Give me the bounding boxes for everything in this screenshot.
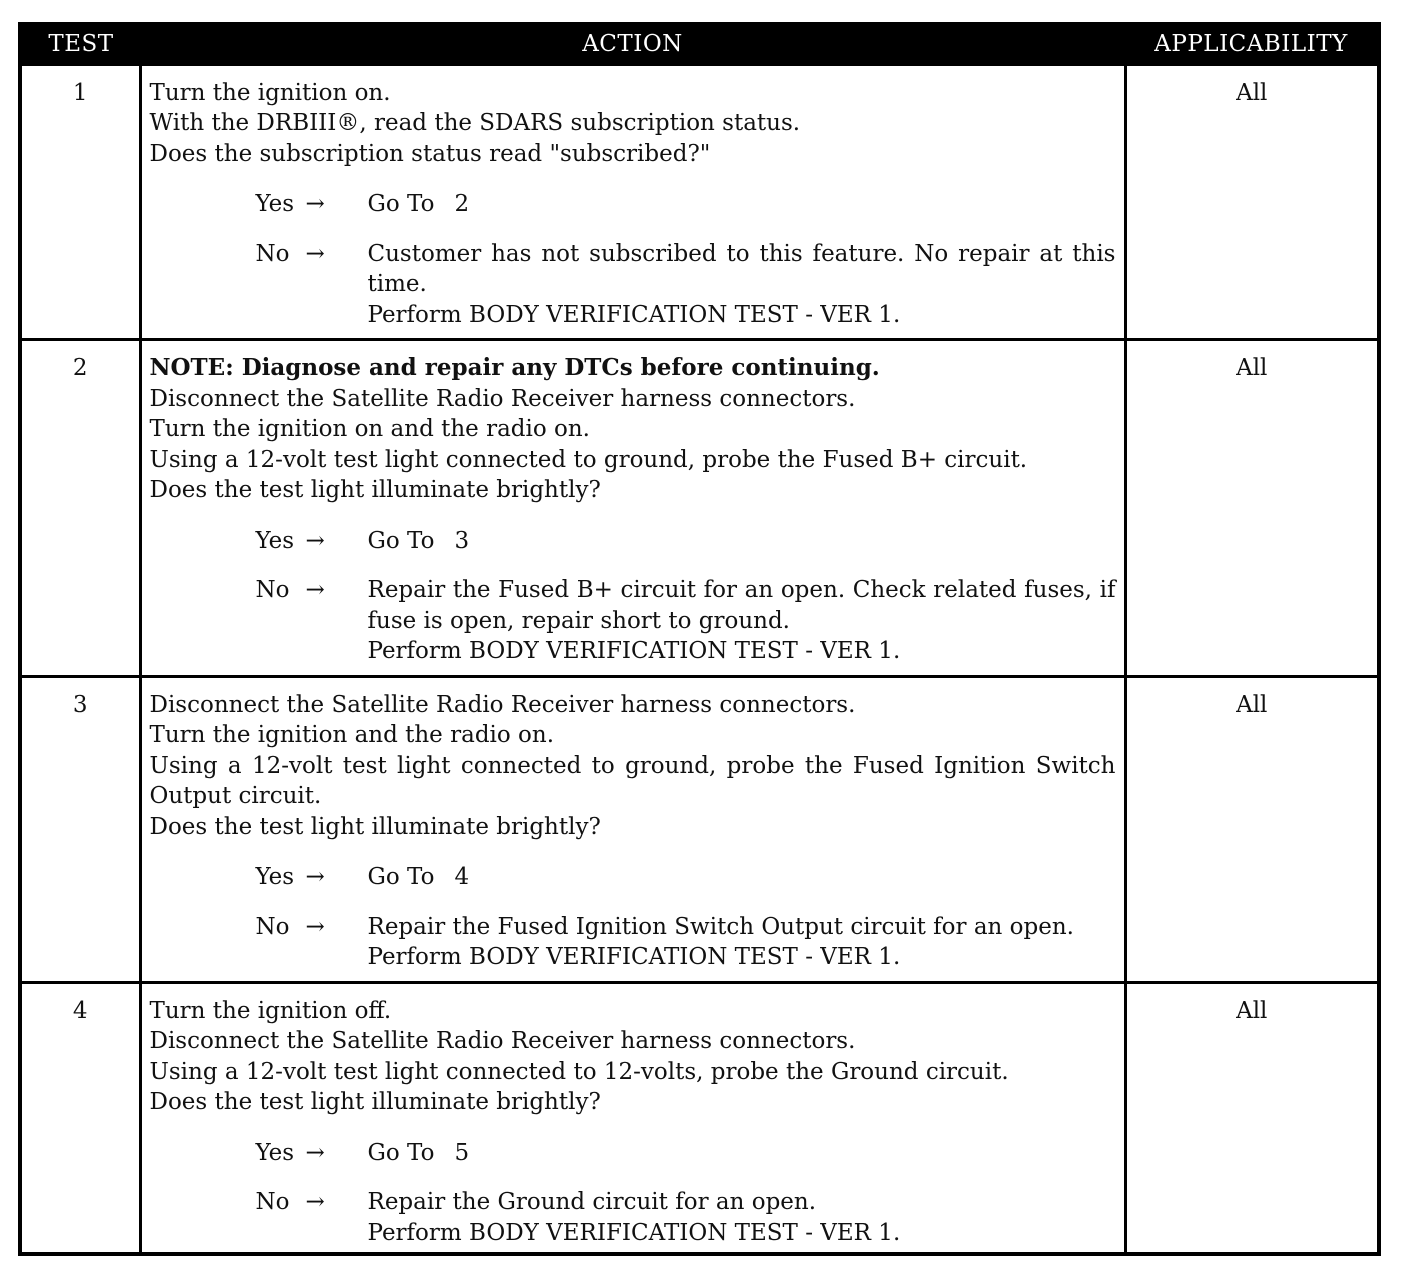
no-branch <box>256 1187 1116 1248</box>
action-line: Using a 12-volt test light connected to 12-volts, probe the Ground circuit. <box>149 1058 1009 1085</box>
action-line: Does the test light illuminate brightly? <box>149 1089 601 1115</box>
verification-text: Perform BODY VERIFICATION TEST - VER 1. <box>367 944 901 970</box>
test-number: 4 <box>22 982 140 1256</box>
goto-number: 4 <box>454 864 470 890</box>
yes-label: Yes <box>255 527 295 554</box>
arrow-icon: → <box>305 191 325 217</box>
table-row <box>22 982 1377 1256</box>
no-action-text: Repair the Fused Ignition Switch Output circuit for an open. <box>367 913 1074 940</box>
no-branch <box>256 912 1116 973</box>
header-test: TEST <box>22 26 140 64</box>
no-label: No <box>255 1189 290 1215</box>
action-cell <box>140 676 1125 982</box>
applicability-value: All <box>1125 982 1377 1256</box>
action-line: Turn the ignition on and the radio on. <box>149 416 590 442</box>
yes-label: Yes <box>255 191 295 217</box>
action-line: Does the subscription status read "subscribed?" <box>149 140 711 167</box>
diagnostic-test-table <box>18 22 1381 1256</box>
applicability-value: All <box>1125 340 1377 677</box>
action-line: With the DRBIII®, read the SDARS subscription status. <box>149 110 801 136</box>
action-cell <box>140 340 1125 677</box>
action-line: Turn the ignition off. <box>149 997 392 1024</box>
arrow-icon: → <box>305 1139 325 1166</box>
goto-number: 5 <box>454 1139 470 1166</box>
goto-text: Go To <box>367 527 435 554</box>
yes-branch <box>256 1138 1116 1169</box>
action-line: Does the test light illuminate brightly? <box>149 477 601 503</box>
goto-text: Go To <box>367 191 435 217</box>
arrow-icon: → <box>305 913 325 940</box>
yes-label: Yes <box>255 1139 295 1166</box>
no-label: No <box>255 577 290 603</box>
verification-text: Perform BODY VERIFICATION TEST - VER 1. <box>367 301 901 328</box>
yes-branch <box>256 526 1116 557</box>
no-label: No <box>255 913 290 940</box>
action-line: Disconnect the Satellite Radio Receiver harness connectors. <box>149 385 856 412</box>
no-action-text: Repair the Ground circuit for an open. <box>367 1189 817 1215</box>
no-branch <box>256 239 1116 331</box>
table-header-row <box>22 26 1377 64</box>
arrow-icon: → <box>305 240 325 267</box>
verification-text: Perform BODY VERIFICATION TEST - VER 1. <box>367 1219 901 1246</box>
action-cell <box>140 64 1125 340</box>
action-line: Disconnect the Satellite Radio Receiver harness connectors. <box>149 691 856 718</box>
test-table <box>22 26 1377 1256</box>
arrow-icon: → <box>305 527 325 554</box>
goto-text: Go To <box>367 1139 435 1166</box>
yes-branch <box>256 189 1116 220</box>
goto-number: 2 <box>454 191 470 217</box>
action-line: Turn the ignition and the radio on. <box>149 722 555 748</box>
yes-label: Yes <box>255 864 295 890</box>
applicability-value: All <box>1125 64 1377 340</box>
no-branch <box>256 575 1116 667</box>
note-text: NOTE: Diagnose and repair any DTCs before continuing. <box>149 354 880 381</box>
test-number: 3 <box>22 676 140 982</box>
arrow-icon: → <box>305 577 325 603</box>
arrow-icon: → <box>305 864 325 890</box>
action-line: Turn the ignition on. <box>149 79 391 106</box>
test-number: 1 <box>22 64 140 340</box>
header-applicability: APPLICABILITY <box>1125 26 1377 64</box>
table-row <box>22 340 1377 677</box>
table-row <box>22 64 1377 340</box>
yes-branch <box>256 862 1116 893</box>
arrow-icon: → <box>305 1189 325 1215</box>
test-number: 2 <box>22 340 140 677</box>
action-cell <box>140 982 1125 1256</box>
goto-number: 3 <box>454 527 470 554</box>
header-action: ACTION <box>140 26 1125 64</box>
action-line: Using a 12-volt test light connected to ground, probe the Fused B+ circuit. <box>149 446 1028 473</box>
applicability-value: All <box>1125 676 1377 982</box>
goto-text: Go To <box>367 864 435 890</box>
action-line: Does the test light illuminate brightly? <box>149 813 601 840</box>
verification-text: Perform BODY VERIFICATION TEST - VER 1. <box>367 638 901 664</box>
no-action-text: Customer has not subscribed to this feature. No repair at this time. <box>367 240 1116 297</box>
no-action-text: Repair the Fused B+ circuit for an open. Check related fuses, if fuse is open, repair short to ground. <box>367 577 1116 634</box>
table-row <box>22 676 1377 982</box>
action-line: Disconnect the Satellite Radio Receiver harness connectors. <box>149 1028 856 1054</box>
action-line: Using a 12-volt test light connected to ground, probe the Fused Ignition Switch Output circuit. <box>149 752 1116 809</box>
no-label: No <box>255 240 290 267</box>
